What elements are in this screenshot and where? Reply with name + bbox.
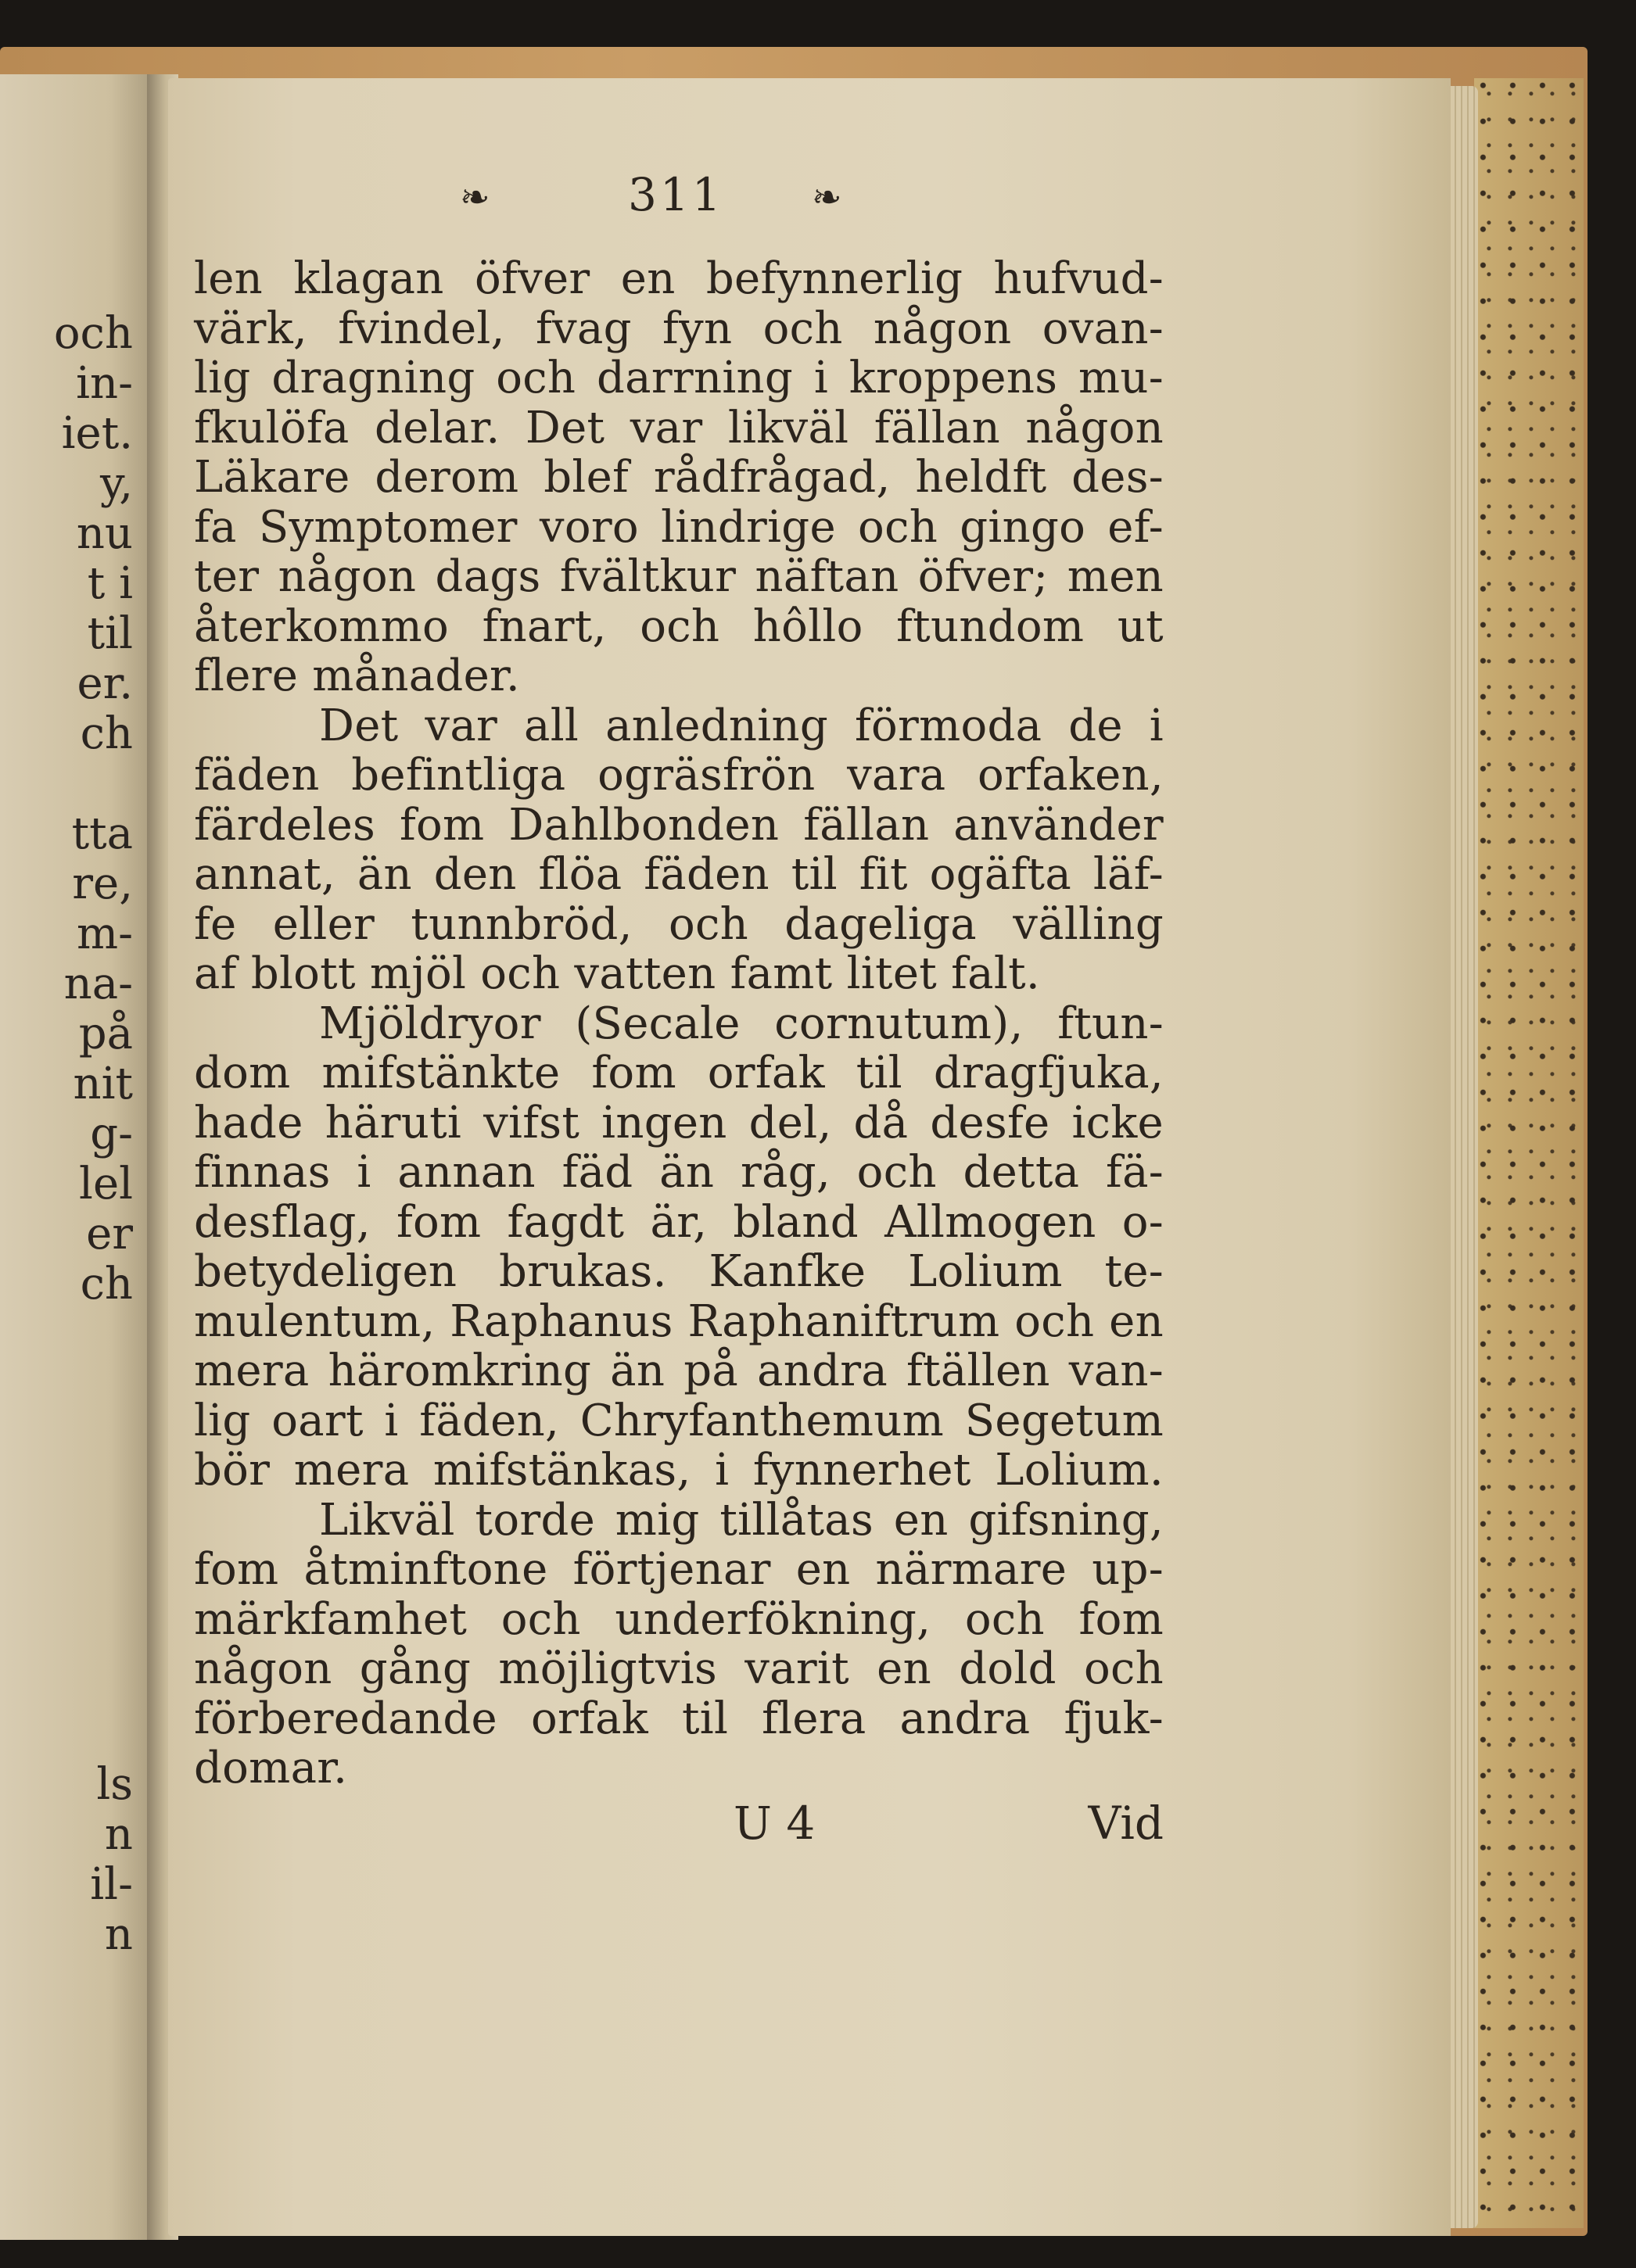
left-fragment: na-: [63, 958, 133, 1009]
text-line: lig dragning och darrning i kroppens mu-: [194, 353, 1164, 403]
left-fragment: n: [104, 1809, 133, 1860]
left-fragment: ch: [80, 708, 133, 759]
text-line: ter någon dags fvältkur näftan öfver; men: [194, 551, 1164, 602]
text-line: mera häromkring än på andra ftällen van-: [194, 1345, 1164, 1396]
body-text: [194, 254, 1164, 1793]
left-fragment: til: [87, 608, 133, 659]
text-line: färdeles fom Dahlbonden fällan använder: [194, 799, 1164, 851]
text-line: dom mifstänkte fom orfak til dragfjuka,: [194, 1048, 1164, 1098]
left-fragment: [0, 1610, 133, 1660]
text-line: förberedande orfak til flera andra fjuk-: [194, 1693, 1164, 1744]
left-fragment: y,: [100, 458, 133, 509]
left-fragment: [0, 1660, 133, 1710]
left-fragment: [0, 1410, 133, 1460]
text-line: af blott mjöl och vatten famt litet falt.: [194, 948, 1040, 999]
text-line: finnas i annan fäd än råg, och detta fä-: [194, 1147, 1164, 1198]
left-fragment: re,: [72, 858, 133, 909]
text-line: lig oart i fäden, Chryfanthemum Segetum: [194, 1395, 1164, 1446]
page-content: [194, 160, 1164, 1859]
left-fragment: tta: [71, 808, 133, 859]
text-line: betydeligen brukas. Kanfke Lolium te-: [194, 1246, 1164, 1297]
text-line: Mjöldryor (Secale cornutum), ftun-: [319, 998, 1164, 1049]
catchword: Vid: [1088, 1796, 1164, 1850]
ornament-left-icon: ❧: [460, 176, 490, 218]
left-fragment: er.: [77, 658, 133, 709]
left-fragment: ls: [96, 1759, 133, 1810]
left-fragment: [0, 1560, 133, 1610]
left-fragment: t i: [87, 558, 133, 609]
left-fragment: iet.: [61, 408, 133, 459]
left-fragment: [0, 1360, 133, 1410]
left-fragment: m-: [76, 908, 133, 959]
left-fragment: il-: [90, 1859, 133, 1910]
left-fragment: lel: [79, 1159, 133, 1209]
left-fragment: [0, 759, 133, 809]
text-line: flere månader.: [194, 650, 521, 701]
left-fragment: nu: [76, 508, 133, 559]
left-page-text-fragments: [0, 309, 133, 1960]
text-line: domar.: [194, 1743, 348, 1793]
text-line: fkulöfa delar. Det var likväl fällan någon: [194, 402, 1164, 453]
left-fragment: [0, 1460, 133, 1510]
left-fragment: [0, 1310, 133, 1360]
text-line: värk, fvindel, fvag fyn och någon ovan-: [194, 303, 1164, 354]
text-line: bör mera mifstänkas, i fynnerhet Lolium.: [194, 1445, 1164, 1496]
left-fragment: in-: [76, 358, 133, 409]
left-fragment: er: [86, 1209, 133, 1259]
left-fragment: ch: [80, 1259, 133, 1310]
text-line: hade häruti vifst ingen del, då desfe icke: [194, 1097, 1164, 1148]
left-fragment: och: [53, 309, 133, 359]
running-header: [194, 160, 1164, 254]
left-fragment: g-: [90, 1109, 133, 1159]
left-fragment: [0, 1710, 133, 1760]
text-line: fa Symptomer voro lindrige och gingo ef-: [194, 501, 1164, 553]
text-line: desflag, fom fagdt är, bland Allmogen o-: [194, 1196, 1164, 1248]
page-number: 311: [628, 168, 724, 221]
ornament-right-icon: ❧: [812, 176, 842, 218]
page-footer: [194, 1797, 1164, 1859]
left-fragment: nit: [73, 1059, 133, 1109]
speckled-page-edge: [1474, 78, 1584, 2228]
text-line: Läkare derom blef rådfrågad, heldft des-: [194, 452, 1164, 503]
signature-mark: U 4: [734, 1796, 816, 1850]
text-line: Likväl torde mig tillåtas en gifsning,: [319, 1494, 1164, 1546]
left-fragment: [0, 1510, 133, 1560]
text-line: återkommo fnart, och hôllo ftundom ut: [194, 600, 1164, 652]
text-line: Det var all anledning förmoda de i: [319, 700, 1164, 751]
text-line: fäden befintliga ogräsfrön vara orfaken,: [194, 750, 1164, 801]
left-fragment: n: [104, 1909, 133, 1960]
left-page: [0, 74, 156, 2240]
left-fragment: på: [78, 1009, 133, 1059]
text-line: len klagan öfver en befynnerlig hufvud-: [194, 253, 1164, 304]
text-line: någon gång möjligtvis varit en dold och: [194, 1643, 1164, 1694]
text-line: märkfamhet och underfökning, och fom: [194, 1593, 1164, 1645]
text-line: annat, än den flöa fäden til fit ogäfta läf-: [194, 849, 1164, 900]
text-line: fe eller tunnbröd, och dageliga välling: [194, 898, 1164, 950]
text-line: mulentum, Raphanus Raphaniftrum och en: [194, 1295, 1164, 1347]
text-line: fom åtminftone förtjenar en närmare up-: [194, 1544, 1164, 1595]
